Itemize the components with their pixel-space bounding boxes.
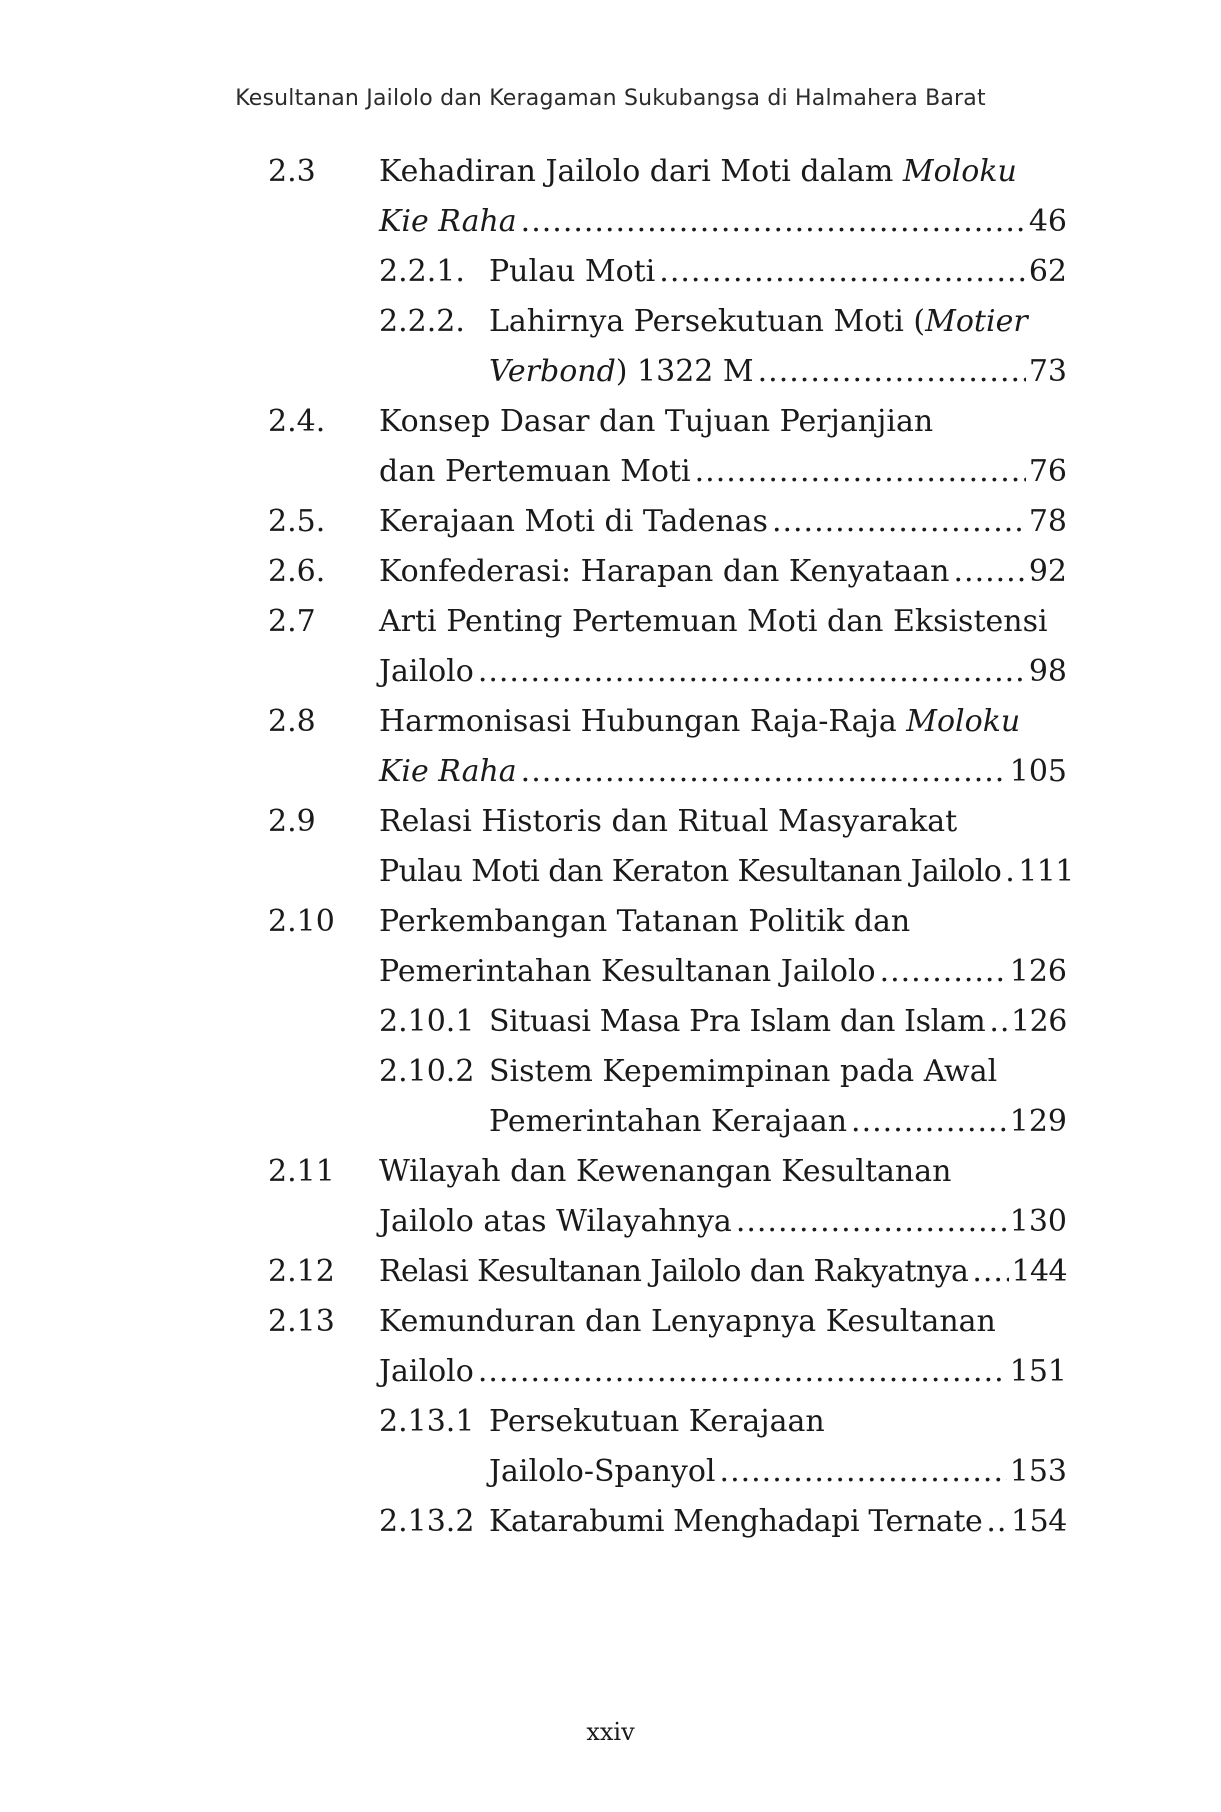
toc-number: 2.5.	[268, 504, 326, 539]
toc-page-number: 130	[1009, 1204, 1067, 1239]
toc-entry-2-13-cont	[0, 1347, 1221, 1397]
toc-number: 2.13.2	[379, 1504, 475, 1539]
toc-entry-2-10-2-cont	[0, 1097, 1221, 1147]
toc-entry-2-13	[0, 1297, 1221, 1347]
toc-entry-2-3	[0, 147, 1221, 197]
toc-leader-line	[379, 947, 1067, 997]
toc-entry-2-9-cont	[0, 847, 1221, 897]
toc-leader-line	[379, 547, 1067, 597]
toc-entry-2-2-1	[0, 247, 1221, 297]
dot-leader	[954, 547, 1026, 597]
toc-leader-line	[489, 247, 1067, 297]
dot-leader	[521, 747, 1007, 797]
toc-number: 2.10.2	[379, 1054, 475, 1089]
toc-entry-2-4-cont	[0, 447, 1221, 497]
toc-number: 2.10.1	[379, 1004, 475, 1039]
toc-page-number: 151	[1009, 1354, 1067, 1389]
toc-title: Situasi Masa Pra Islam dan Islam	[489, 1004, 986, 1039]
toc-page-number: 105	[1009, 754, 1067, 789]
toc-number: 2.4.	[268, 404, 326, 439]
toc-title-line2: Pemerintahan Kesultanan Jailolo	[379, 954, 876, 989]
toc-entry-2-7-cont	[0, 647, 1221, 697]
toc-title-line1: Sistem Kepemimpinan pada Awal	[489, 1054, 998, 1089]
toc-page-number: 126	[1009, 954, 1067, 989]
toc-title: Relasi Kesultanan Jailolo dan Rakyatnya	[379, 1254, 969, 1289]
toc-entry-2-8	[0, 697, 1221, 747]
toc-entry-2-10-2	[0, 1047, 1221, 1097]
toc-number: 2.10	[268, 904, 335, 939]
toc-title-line2: Pulau Moti dan Keraton Kesultanan Jailolo	[379, 854, 1002, 889]
toc-number: 2.3	[268, 154, 316, 189]
toc-title-line1: Lahirnya Persekutuan Moti (Motier	[489, 304, 1028, 339]
toc-title-line2: Kie Raha	[379, 204, 517, 239]
toc-page-number: 78	[1028, 504, 1067, 539]
dot-leader	[695, 447, 1026, 497]
toc-page-number: 76	[1028, 454, 1067, 489]
toc-page-number: 98	[1028, 654, 1067, 689]
toc-title-line1: Kemunduran dan Lenyapnya Kesultanan	[379, 1304, 996, 1339]
running-head: Kesultanan Jailolo dan Keragaman Sukubangsa di Halmahera Barat	[235, 86, 986, 111]
dot-leader	[851, 1097, 1007, 1147]
toc-number: 2.12	[268, 1254, 335, 1289]
toc-entry-2-13-1-cont	[0, 1447, 1221, 1497]
toc-leader-line	[379, 847, 1074, 897]
toc-title-line1: Persekutuan Kerajaan	[489, 1404, 825, 1439]
toc-title-line1: Perkembangan Tatanan Politik dan	[379, 904, 911, 939]
dot-leader	[736, 1197, 1007, 1247]
toc-page-number: 73	[1028, 354, 1067, 389]
toc-number: 2.8	[268, 704, 316, 739]
toc-entry-2-13-1	[0, 1397, 1221, 1447]
toc-entry-2-9	[0, 797, 1221, 847]
toc-title-line1: Harmonisasi Hubungan Raja-Raja Moloku	[379, 704, 1021, 739]
toc-entry-2-13-2	[0, 1497, 1221, 1547]
dot-leader	[758, 347, 1026, 397]
toc-entry-2-11	[0, 1147, 1221, 1197]
dot-leader	[772, 497, 1026, 547]
toc-page-number: 129	[1009, 1104, 1067, 1139]
toc-page-number: 92	[1028, 554, 1067, 589]
toc-page-number: 62	[1028, 254, 1067, 289]
toc-title-line2: Jailolo atas Wilayahnya	[379, 1204, 732, 1239]
dot-leader	[972, 1247, 1008, 1297]
toc-page-number: 111	[1018, 854, 1074, 889]
toc-title-line2: Jailolo	[379, 654, 474, 689]
toc-entry-2-11-cont	[0, 1197, 1221, 1247]
toc-title-line2: Jailolo-Spanyol	[489, 1454, 716, 1489]
toc-leader-line	[489, 1497, 1067, 1547]
dot-leader	[880, 947, 1007, 997]
toc-leader-line	[379, 497, 1067, 547]
toc-title-line2: Verbond) 1322 M	[489, 354, 754, 389]
toc-title-line1: Kehadiran Jailolo dari Moti dalam Moloku	[379, 154, 1017, 189]
toc-entry-2-6	[0, 547, 1221, 597]
dot-leader	[659, 247, 1026, 297]
toc-leader-line	[379, 1347, 1067, 1397]
toc-title: Kerajaan Moti di Tadenas	[379, 504, 768, 539]
toc-entry-2-12	[0, 1247, 1221, 1297]
toc-number: 2.13	[268, 1304, 335, 1339]
toc-leader-line	[379, 1247, 1067, 1297]
toc-leader-line	[489, 1097, 1067, 1147]
toc-entry-2-10-cont	[0, 947, 1221, 997]
toc-number: 2.9	[268, 804, 316, 839]
toc-number: 2.7	[268, 604, 316, 639]
toc-leader-line	[379, 647, 1067, 697]
page-number-folio: xxiv	[586, 1718, 635, 1746]
toc-page-number: 154	[1010, 1504, 1067, 1539]
toc-entry-2-8-cont	[0, 747, 1221, 797]
toc-leader-line	[489, 1447, 1067, 1497]
toc-entry-2-7	[0, 597, 1221, 647]
toc-leader-line	[379, 1197, 1067, 1247]
toc-number: 2.11	[268, 1154, 335, 1189]
toc-number: 2.2.2.	[379, 304, 465, 339]
toc-title-line1: Wilayah dan Kewenangan Kesultanan	[379, 1154, 952, 1189]
toc-entry-2-2-2	[0, 297, 1221, 347]
toc-number: 2.13.1	[379, 1404, 475, 1439]
dot-leader	[989, 997, 1008, 1047]
toc-entry-2-3-cont	[0, 197, 1221, 247]
toc-page-number: 126	[1010, 1004, 1067, 1039]
dot-leader	[1005, 847, 1015, 897]
toc-entry-2-2-2-cont	[0, 347, 1221, 397]
toc-entry-2-5	[0, 497, 1221, 547]
toc-entry-2-4	[0, 397, 1221, 447]
toc-title-line2: dan Pertemuan Moti	[379, 454, 691, 489]
dot-leader	[720, 1447, 1007, 1497]
toc-page-number: 153	[1009, 1454, 1067, 1489]
dot-leader	[521, 197, 1026, 247]
toc-title-line1: Arti Penting Pertemuan Moti dan Eksistensi	[379, 604, 1048, 639]
toc-number: 2.2.1.	[379, 254, 465, 289]
toc-entry-2-10	[0, 897, 1221, 947]
dot-leader	[478, 647, 1026, 697]
toc-leader-line	[379, 197, 1067, 247]
toc-title-line2: Jailolo	[379, 1354, 474, 1389]
toc-title-line2: Kie Raha	[379, 754, 517, 789]
toc-leader-line	[489, 997, 1067, 1047]
toc-title-line1: Relasi Historis dan Ritual Masyarakat	[379, 804, 958, 839]
toc-leader-line	[379, 747, 1067, 797]
dot-leader	[478, 1347, 1007, 1397]
toc-title-line2: Pemerintahan Kerajaan	[489, 1104, 848, 1139]
toc-entry-2-10-1	[0, 997, 1221, 1047]
toc-number: 2.6.	[268, 554, 326, 589]
toc-page-number: 46	[1028, 204, 1067, 239]
toc-title: Konfederasi: Harapan dan Kenyataan	[379, 554, 950, 589]
toc-title: Katarabumi Menghadapi Ternate	[489, 1504, 983, 1539]
toc-page-number: 144	[1011, 1254, 1067, 1289]
toc-title-line1: Konsep Dasar dan Tujuan Perjanjian	[379, 404, 934, 439]
toc-title: Pulau Moti	[489, 254, 656, 289]
toc-leader-line	[489, 347, 1067, 397]
toc-leader-line	[379, 447, 1067, 497]
dot-leader	[986, 1497, 1008, 1547]
